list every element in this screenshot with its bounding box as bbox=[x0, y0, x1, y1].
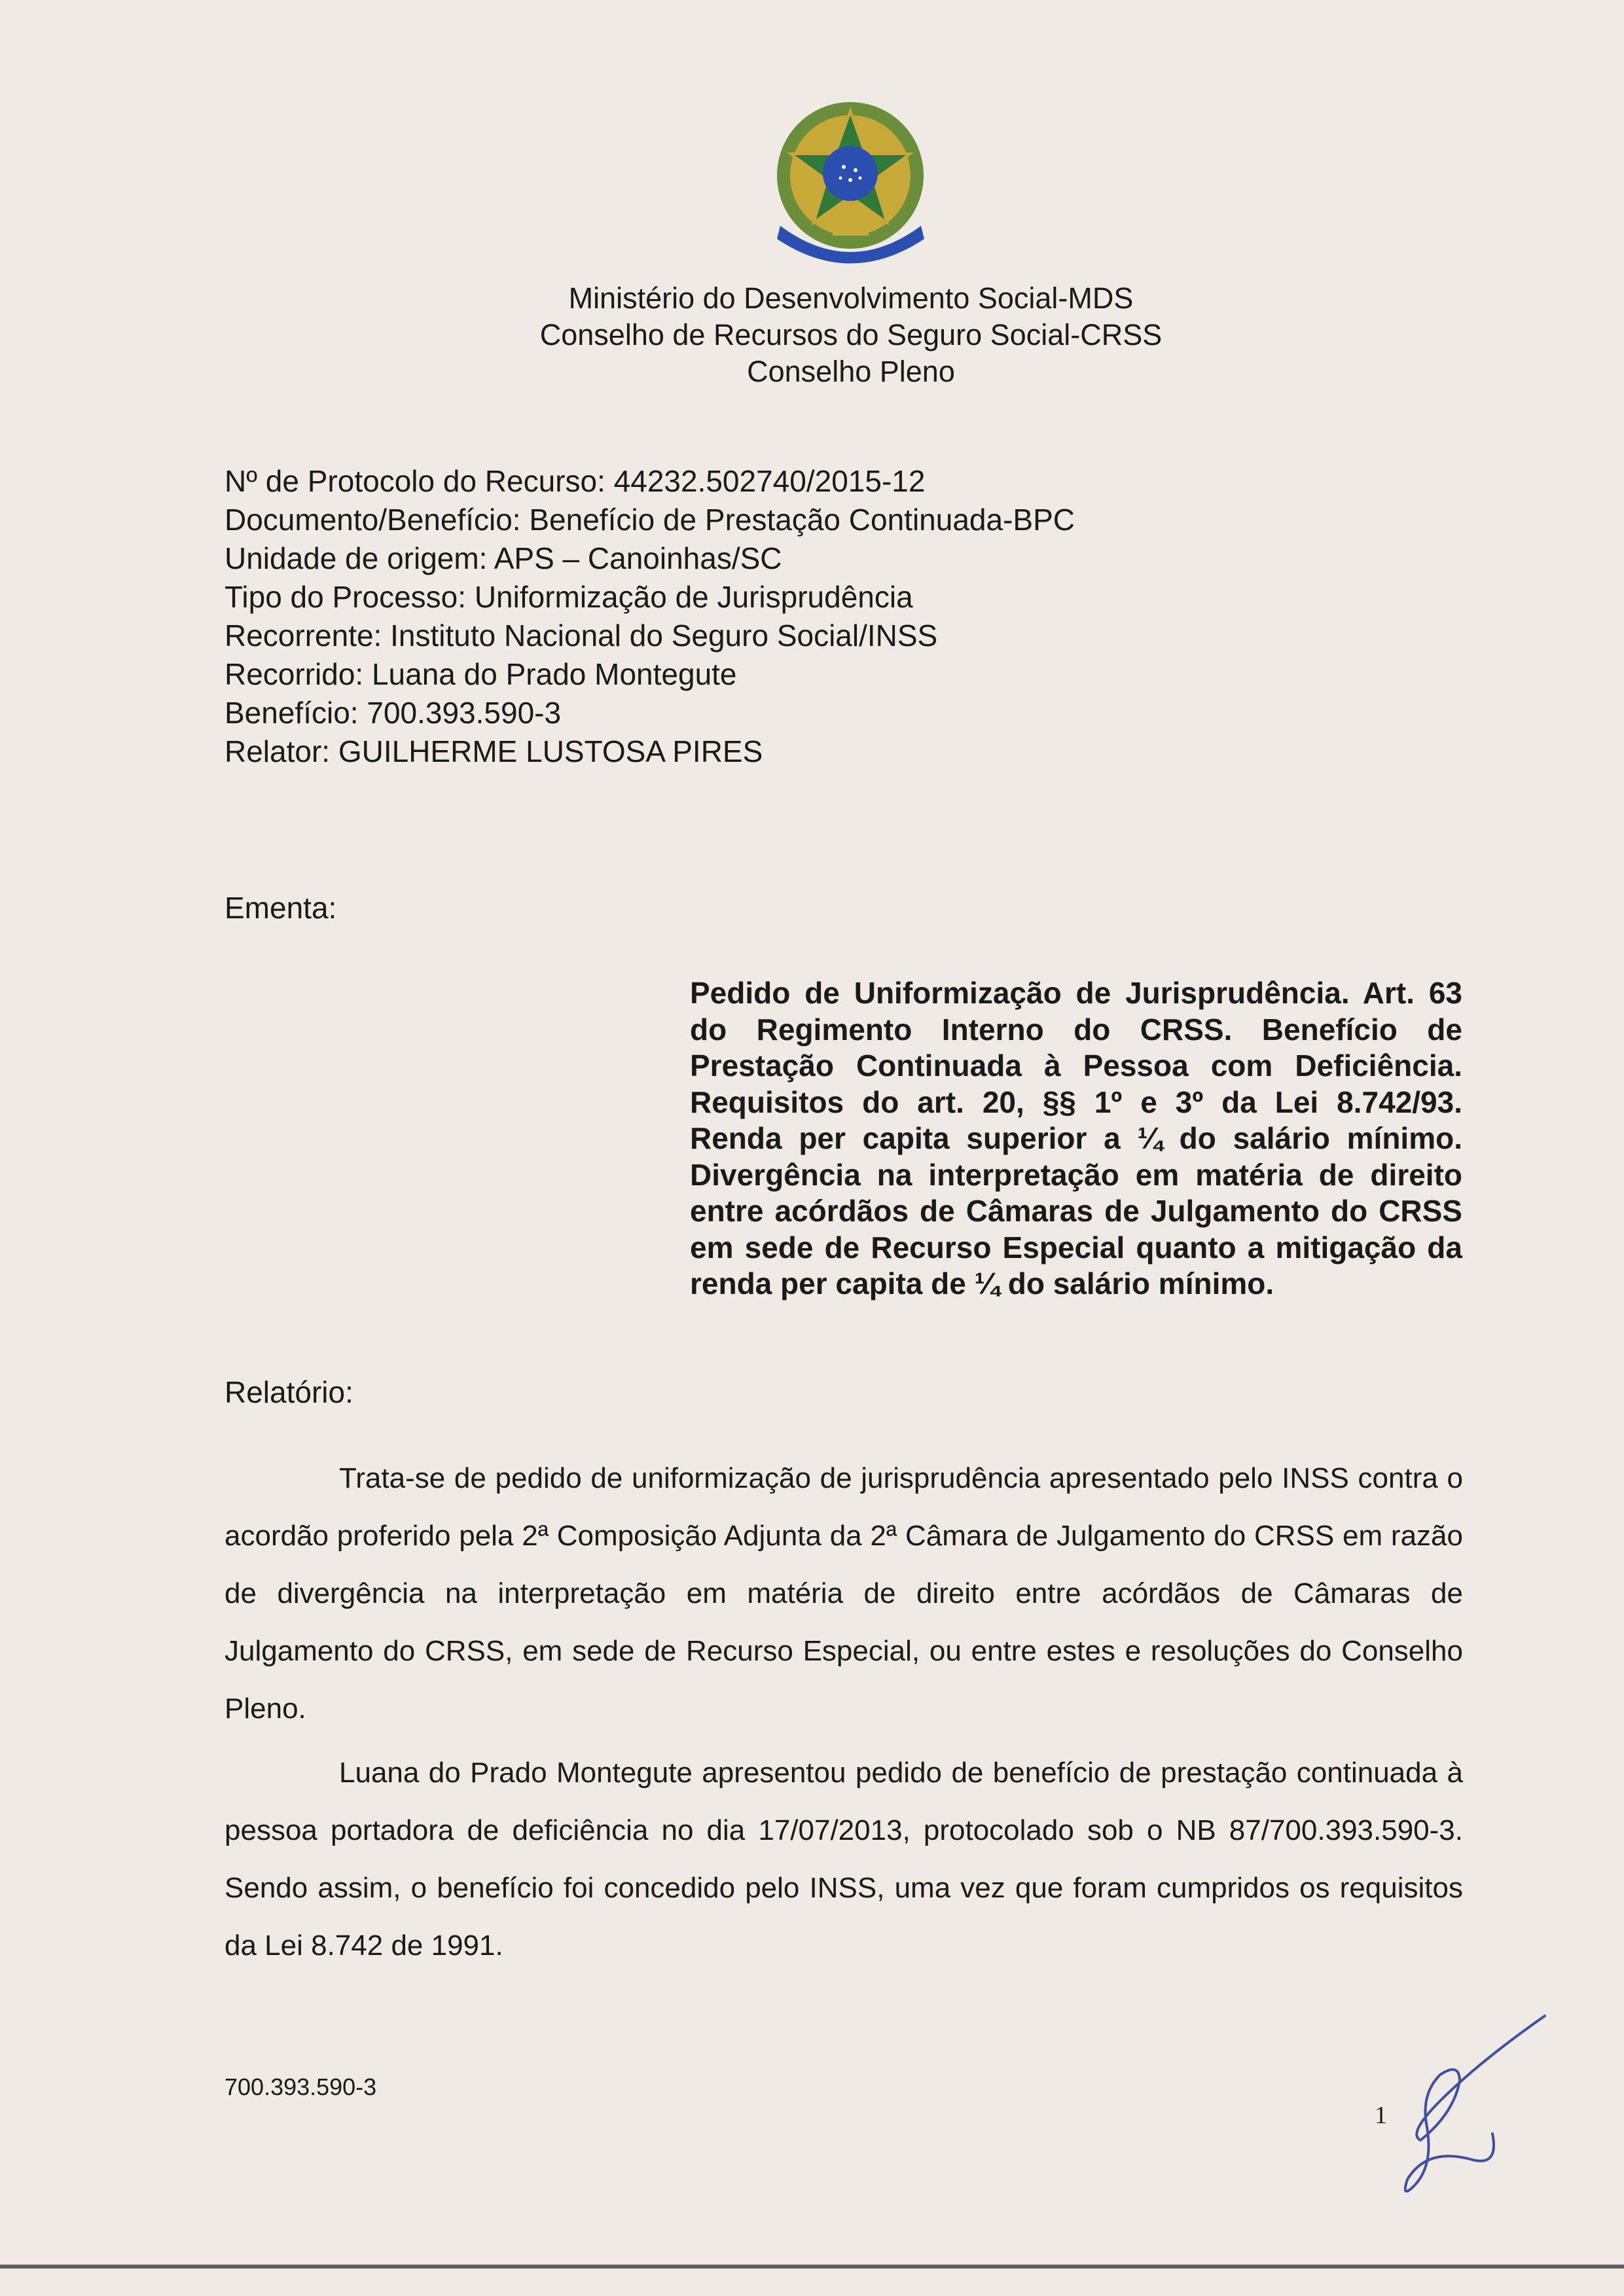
scan-bottom-edge bbox=[0, 2265, 1624, 2269]
process-type: Tipo do Processo: Uniformização de Jurisprudência bbox=[225, 580, 913, 614]
process-metadata bbox=[225, 462, 1468, 771]
coat-of-arms-icon bbox=[767, 92, 934, 281]
document-header bbox=[419, 280, 1283, 390]
relatorio-paragraph-1: Trata-se de pedido de uniformização de jurisprudência apresentado pelo INSS contra o acordão proferido pela 2ª Composição Adjunta da 2ª Câmara de Julgamento do CRSS em razão de divergência na interpretação em matéria de direito entre acórdãos de Câmaras de Julgamento do CRSS, em sede de Recurso Especial, ou entre estes e resoluções do Conselho Pleno. bbox=[225, 1462, 1463, 1725]
relatorio-heading: Relatório: bbox=[225, 1375, 353, 1409]
signature-icon bbox=[1362, 2003, 1558, 2199]
council-body: Conselho Pleno bbox=[747, 355, 955, 388]
ementa-text: Pedido de Uniformização de Jurisprudência. Art. 63 do Regimento Interno do CRSS. Benefício de Prestação Continuada à Pessoa com Deficiência. Requisitos do art. 20, §§ 1º e 3º da Lei 8.742/93. Renda per capita superior a ¼ do salário mínimo. Divergência na interpretação em matéria de direito entre acórdãos de Câmaras de Julgamento do CRSS em sede de Recurso Especial quanto a mitigação da renda per capita de ¼ do salário mínimo. bbox=[690, 976, 1462, 1300]
origin-unit: Unidade de origem: APS – Canoinhas/SC bbox=[225, 541, 782, 575]
ministry-name: Ministério do Desenvolvimento Social-MDS bbox=[568, 281, 1134, 315]
council-name: Conselho de Recursos do Seguro Social-CRSS bbox=[539, 318, 1163, 351]
rapporteur: Relator: GUILHERME LUSTOSA PIRES bbox=[225, 734, 763, 768]
relatorio-paragraph-2: Luana do Prado Montegute apresentou pedido de benefício de prestação continuada à pessoa portadora de deficiência no dia 17/07/2013, protocolado sob o NB 87/700.393.590-3. Sendo assim, o benefício foi concedido pelo INSS, uma vez que foram cumpridos os requisitos da Lei 8.742 de 1991. bbox=[225, 1757, 1463, 1962]
protocol-number: Nº de Protocolo do Recurso: 44232.502740/2015-12 bbox=[225, 464, 926, 498]
ementa-heading: Ementa: bbox=[225, 891, 337, 925]
appellant: Recorrente: Instituto Nacional do Seguro Social/INSS bbox=[225, 619, 938, 653]
benefit-number: Benefício: 700.393.590-3 bbox=[225, 696, 562, 730]
document-type: Documento/Benefício: Benefício de Prestação Continuada-BPC bbox=[225, 503, 1075, 537]
respondent: Recorrido: Luana do Prado Montegute bbox=[225, 657, 737, 691]
footer-reference: 700.393.590-3 bbox=[225, 2073, 377, 2100]
page-number: 1 bbox=[1375, 2102, 1387, 2129]
